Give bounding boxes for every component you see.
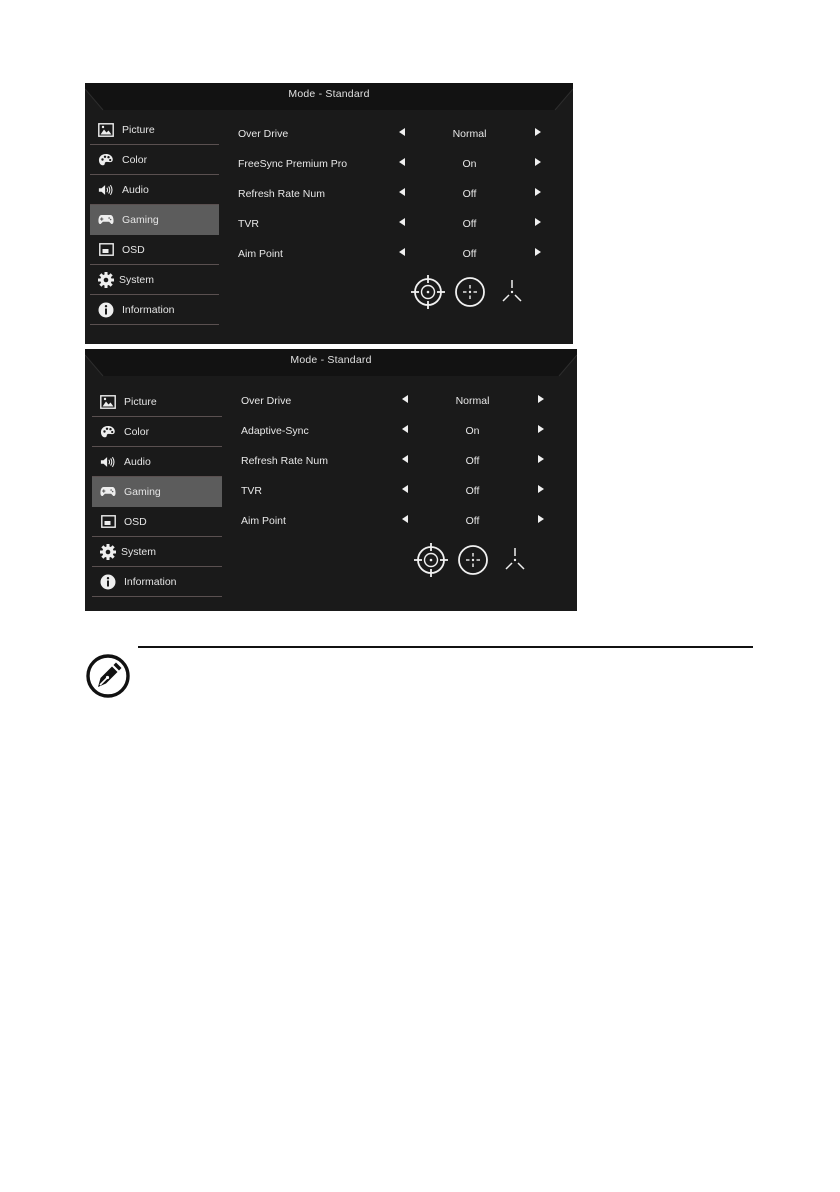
- picture-icon: [100, 394, 116, 410]
- setting-aim-point: [241, 506, 556, 536]
- menu-item-color[interactable]: [92, 417, 222, 447]
- osd-icon: [100, 514, 116, 530]
- osd-screen-2: [85, 349, 577, 611]
- menu-label: Audio: [124, 455, 151, 468]
- menu-label: Audio: [122, 183, 149, 196]
- setting-freesync: [238, 149, 553, 179]
- arrow-left-icon[interactable]: [402, 455, 408, 463]
- arrow-left-icon[interactable]: [402, 425, 408, 433]
- setting-refresh-rate-num: [238, 179, 553, 209]
- setting-value: Off: [462, 248, 477, 260]
- menu-item-audio[interactable]: [90, 175, 219, 205]
- menu-label: Picture: [122, 123, 155, 136]
- menu-item-audio[interactable]: [92, 447, 222, 477]
- osd-screen-1: [85, 83, 573, 344]
- menu-item-color[interactable]: [90, 145, 219, 175]
- menu-item-gaming[interactable]: [90, 205, 219, 235]
- menu-item-osd[interactable]: [90, 235, 219, 265]
- crosshair-tri-icon[interactable]: [497, 542, 533, 578]
- menu-item-system[interactable]: [90, 265, 219, 295]
- arrow-left-icon[interactable]: [399, 188, 405, 196]
- menu-label: Information: [124, 575, 177, 588]
- osd-title-bar: [85, 83, 573, 113]
- aim-point-options: [413, 542, 533, 578]
- setting-label: Adaptive-Sync: [241, 425, 309, 437]
- gamepad-icon: [100, 484, 116, 500]
- osd-title-bar: [85, 349, 577, 379]
- menu-item-gaming[interactable]: [92, 477, 222, 507]
- palette-icon: [98, 152, 114, 168]
- arrow-left-icon[interactable]: [402, 485, 408, 493]
- setting-value: Off: [465, 485, 480, 497]
- palette-icon: [100, 424, 116, 440]
- crosshair-large-icon[interactable]: [413, 542, 449, 578]
- menu-item-osd[interactable]: [92, 507, 222, 537]
- setting-over-drive: [241, 386, 556, 416]
- menu-label: Information: [122, 303, 175, 316]
- osd-menu: [92, 387, 222, 597]
- menu-item-picture[interactable]: [92, 387, 222, 417]
- crosshair-circle-icon[interactable]: [452, 274, 488, 310]
- crosshair-circle-icon[interactable]: [455, 542, 491, 578]
- picture-icon: [98, 122, 114, 138]
- menu-label: Color: [122, 153, 148, 166]
- arrow-right-icon[interactable]: [535, 128, 541, 136]
- setting-value: On: [465, 425, 480, 437]
- arrow-right-icon[interactable]: [538, 455, 544, 463]
- arrow-left-icon[interactable]: [399, 128, 405, 136]
- setting-label: Aim Point: [238, 248, 283, 260]
- setting-label: Refresh Rate Num: [238, 188, 325, 200]
- arrow-left-icon[interactable]: [399, 218, 405, 226]
- arrow-right-icon[interactable]: [538, 485, 544, 493]
- gear-icon: [100, 544, 116, 560]
- setting-label: Over Drive: [241, 395, 292, 407]
- setting-refresh-rate-num: [241, 446, 556, 476]
- setting-value: Off: [462, 218, 477, 230]
- arrow-right-icon[interactable]: [538, 425, 544, 433]
- menu-label: OSD: [122, 243, 145, 256]
- note-divider: [138, 646, 753, 648]
- gear-icon: [98, 272, 114, 288]
- setting-value: On: [462, 158, 477, 170]
- menu-item-picture[interactable]: [90, 115, 219, 145]
- aim-point-options: [410, 274, 530, 310]
- setting-aim-point: [238, 239, 553, 269]
- info-icon: [100, 574, 116, 590]
- crosshair-tri-icon[interactable]: [494, 274, 530, 310]
- arrow-right-icon[interactable]: [538, 395, 544, 403]
- osd-title: Mode - Standard: [290, 354, 372, 366]
- arrow-right-icon[interactable]: [535, 218, 541, 226]
- arrow-left-icon[interactable]: [399, 158, 405, 166]
- arrow-right-icon[interactable]: [535, 158, 541, 166]
- arrow-left-icon[interactable]: [399, 248, 405, 256]
- setting-label: TVR: [238, 218, 259, 230]
- speaker-icon: [98, 182, 114, 198]
- arrow-right-icon[interactable]: [538, 515, 544, 523]
- menu-item-system[interactable]: [92, 537, 222, 567]
- settings-list: [241, 386, 556, 536]
- setting-value: Normal: [455, 395, 490, 407]
- speaker-icon: [100, 454, 116, 470]
- menu-label: System: [121, 545, 157, 558]
- note-pen-icon: [86, 654, 130, 698]
- osd-menu: [90, 115, 219, 325]
- gamepad-icon: [98, 212, 114, 228]
- arrow-left-icon[interactable]: [402, 515, 408, 523]
- crosshair-large-icon[interactable]: [410, 274, 446, 310]
- info-icon: [98, 302, 114, 318]
- setting-tvr: [241, 476, 556, 506]
- settings-list: [238, 119, 553, 269]
- setting-value: Off: [465, 515, 480, 527]
- menu-label: Picture: [124, 395, 157, 408]
- menu-item-information[interactable]: [90, 295, 219, 325]
- setting-label: Over Drive: [238, 128, 289, 140]
- setting-label: TVR: [241, 485, 262, 497]
- menu-label: Gaming: [124, 485, 161, 498]
- setting-value: Off: [465, 455, 480, 467]
- osd-title: Mode - Standard: [288, 88, 370, 100]
- setting-label: FreeSync Premium Pro: [238, 158, 348, 170]
- setting-adaptive-sync: [241, 416, 556, 446]
- menu-label: Color: [124, 425, 150, 438]
- menu-label: System: [119, 273, 155, 286]
- arrow-left-icon[interactable]: [402, 395, 408, 403]
- setting-tvr: [238, 209, 553, 239]
- setting-over-drive: [238, 119, 553, 149]
- setting-value: Off: [462, 188, 477, 200]
- setting-label: Aim Point: [241, 515, 286, 527]
- arrow-right-icon[interactable]: [535, 248, 541, 256]
- arrow-right-icon[interactable]: [535, 188, 541, 196]
- setting-value: Normal: [452, 128, 487, 140]
- menu-item-information[interactable]: [92, 567, 222, 597]
- menu-label: OSD: [124, 515, 147, 528]
- setting-label: Refresh Rate Num: [241, 455, 328, 467]
- osd-icon: [98, 242, 114, 258]
- menu-label: Gaming: [122, 213, 159, 226]
